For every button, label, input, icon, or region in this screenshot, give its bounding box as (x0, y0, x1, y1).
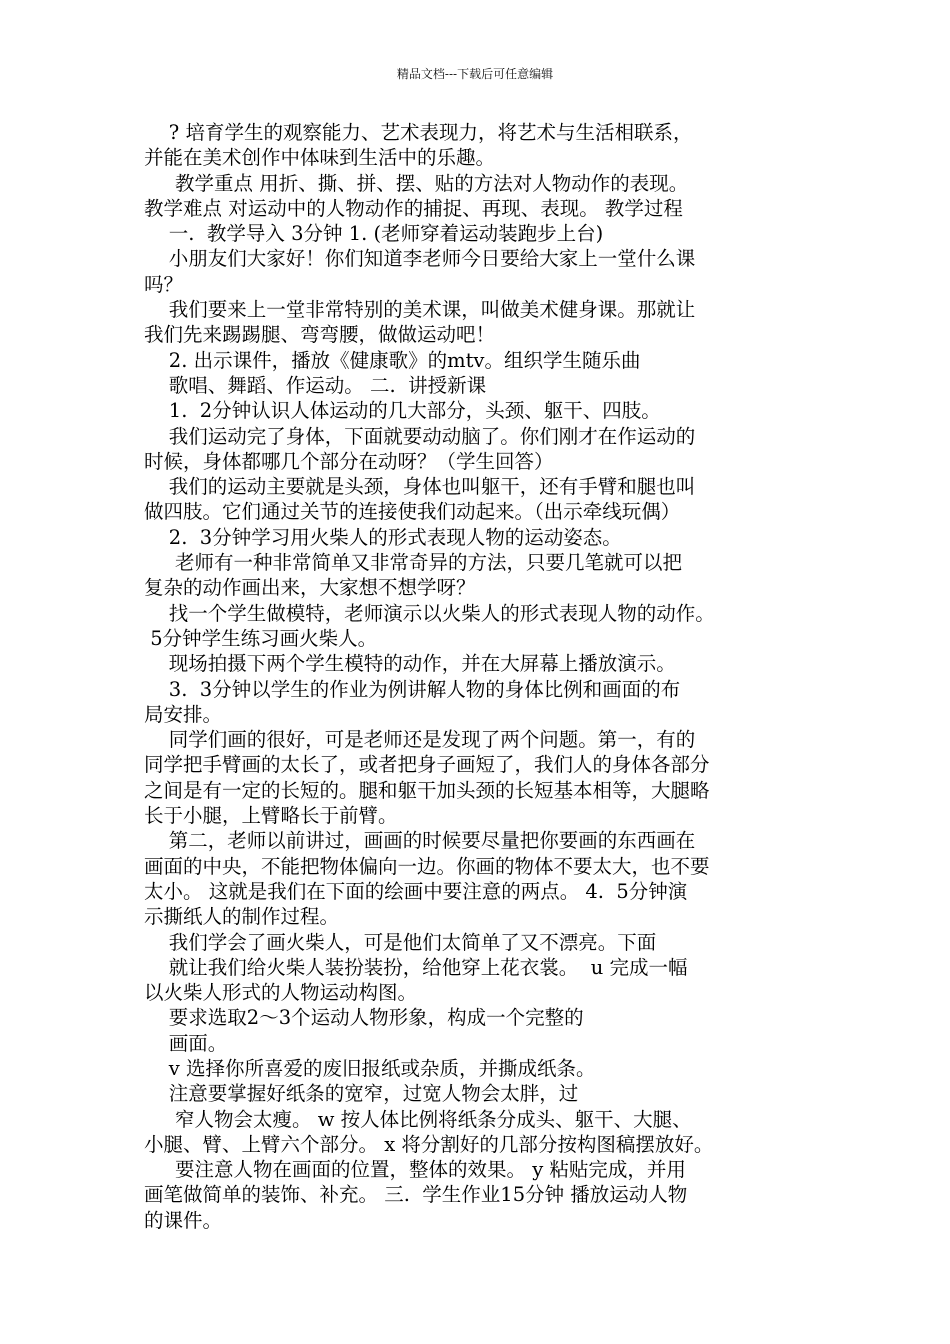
paragraph-line: 画面。 (144, 1031, 228, 1055)
paragraph-line: 第二，老师以前讲过，画画的时候要尽量把你要画的东西画在 (144, 829, 696, 853)
paragraph-line: 3. 3分钟以学生的作业为例讲解人物的身体比例和画面的布 (144, 677, 681, 701)
paragraph-line: 一. 教学导入 3分钟 1. (老师穿着运动装跑步上台) (144, 222, 604, 246)
paragraph-line: 同学们画的很好，可是老师还是发现了两个问题。第一，有的 (144, 728, 696, 752)
paragraph-line: 老师有一种非常简单又非常奇异的方法，只要几笔就可以把 (144, 551, 682, 575)
document-body (144, 120, 814, 1233)
paragraph-line: 长于小腿，上臂略长于前臂。 (144, 804, 398, 828)
paragraph-line: 复杂的动作画出来，大家想不想学呀？ (144, 576, 476, 600)
paragraph-line: 找一个学生做模特，老师演示以火柴人的形式表现人物的动作。 (144, 601, 715, 625)
paragraph-line: 画面的中央，不能把物体偏向一边。你画的物体不要太大，也不要 (144, 854, 710, 878)
paragraph-line: 太小。 这就是我们在下面的绘画中要注意的两点。 4. 5分钟演 (144, 879, 688, 903)
paragraph-line: 小朋友们大家好！你们知道李老师今日要给大家上一堂什么课 (144, 247, 696, 271)
paragraph-line: 2. 3分钟学习用火柴人的形式表现人物的运动姿态。 (144, 525, 622, 549)
paragraph-line: 窄人物会太瘦。 w 按人体比例将纸条分成头、躯干、大腿、 (144, 1107, 692, 1131)
paragraph-line: 时候，身体都哪几个部分在动呀？（学生回答） (144, 449, 554, 473)
paragraph-line: 同学把手臂画的太长了，或者把身子画短了，我们人的身体各部分 (144, 753, 710, 777)
paragraph-line: 小腿、臂、上臂六个部分。 x 将分割好的几部分按构图稿摆放好。 (144, 1132, 714, 1156)
paragraph-line: 我们运动完了身体，下面就要动动脑了。你们刚才在作运动的 (144, 424, 696, 448)
paragraph-line: 5分钟学生练习画火柴人。 (144, 626, 378, 650)
paragraph-line: 以火柴人形式的人物运动构图。 (144, 981, 418, 1005)
paragraph-line: 局安排。 (144, 702, 223, 726)
paragraph-line: 示撕纸人的制作过程。 (144, 905, 340, 929)
paragraph-line: 我们学会了画火柴人，可是他们太简单了又不漂亮。下面 (144, 930, 657, 954)
paragraph-line: 画笔做简单的装饰、补充。 三. 学生作业15分钟 播放运动人物 (144, 1183, 688, 1207)
paragraph-line: v 选择你所喜爱的废旧报纸或杂质，并撕成纸条。 (144, 1056, 596, 1080)
paragraph-line: 我们要来上一堂非常特别的美术课，叫做美术健身课。那就让 (144, 298, 696, 322)
paragraph-line: 的课件。 (144, 1208, 223, 1232)
paragraph-line: 之间是有一定的长短的。腿和躯干加头颈的长短基本相等，大腿略 (144, 778, 710, 802)
paragraph-line: 并能在美术创作中体味到生活中的乐趣。 (144, 146, 496, 170)
paragraph-line: 吗？ (144, 272, 184, 296)
paragraph-line: 要注意人物在画面的位置，整体的效果。 y 粘贴完成，并用 (144, 1158, 686, 1182)
paragraph-line: 就让我们给火柴人装扮装扮，给他穿上花衣裳。 u 完成一幅 (144, 955, 688, 979)
paragraph-line: 教学重点 用折、撕、拼、摆、贴的方法对人物动作的表现。 (144, 171, 689, 195)
page-header: 精品文档---下载后可任意编辑 (396, 67, 554, 81)
paragraph-line: 1. 2分钟认识人体运动的几大部分，头颈、躯干、四肢。 (144, 399, 661, 423)
paragraph-line: ? 培育学生的观察能力、艺术表现力，将艺术与生活相联系， (144, 121, 693, 144)
paragraph-line: 要求选取2～3个运动人物形象，构成一个完整的 (144, 1006, 584, 1030)
paragraph-line: 做四肢。它们通过关节的连接使我们动起来。（出示牵线玩偶） (144, 500, 681, 524)
paragraph-line: 歌唱、舞蹈、作运动。 二. 讲授新课 (144, 373, 487, 397)
paragraph-line: 2. 出示课件，播放《健康歌》的mtv。组织学生随乐曲 (144, 348, 641, 372)
paragraph-line: 注意要掌握好纸条的宽窄，过宽人物会太胖，过 (144, 1082, 579, 1106)
paragraph-line: 教学难点 对运动中的人物动作的捕捉、再现、表现。 教学过程 (144, 196, 683, 220)
paragraph-line: 现场拍摄下两个学生模特的动作，并在大屏幕上播放演示。 (144, 652, 676, 676)
paragraph-line: 我们先来踢踢腿、弯弯腰，做做运动吧！ (144, 323, 496, 347)
paragraph-line: 我们的运动主要就是头颈，身体也叫躯干，还有手臂和腿也叫 (144, 475, 696, 499)
